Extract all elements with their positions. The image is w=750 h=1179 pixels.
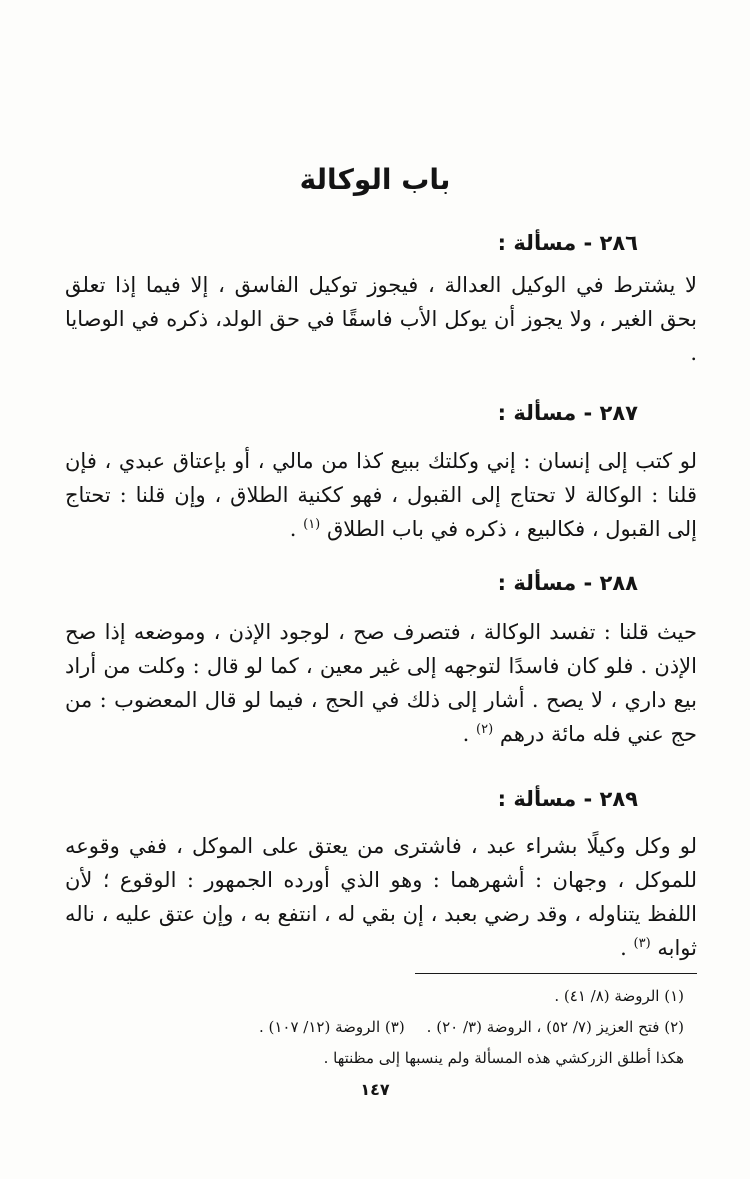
- issue-text: لو وكل وكيلًا بشراء عبد ، فاشترى من يعتق على الموكل ، ففي وقوعه للموكل ، وجهان : أشهرهما : وهو الذي أورده الجمهور : الوقوع ؛ لأن اللفظ يتناوله ، وقد رضي بعبد ، إن بقي له ، انتفع به ، وإن عتق عليه ، ناله ثوابه: [65, 834, 697, 960]
- issue-heading-289: ٢٨٩ - مسألة :: [497, 787, 638, 811]
- footnote-ref-2[interactable]: (٢): [476, 722, 494, 737]
- footnote-2: (٢) فتح العزيز (٧/ ٥٢) ، الروضة (٣/ ٢٠) .: [426, 1018, 684, 1036]
- footnote-1: (١) الروضة (٨/ ٤١) .: [554, 987, 684, 1005]
- footnote-ref-3[interactable]: (٣): [633, 936, 651, 951]
- issue-end: .: [289, 517, 304, 541]
- issue-text: لو كتب إلى إنسان : إني وكلتك ببيع كذا من مالي ، أو بإعتاق عبدي ، فإن قلنا : الوكالة لا تحتاج إلى القبول ، فهو ككنية الطلاق ، وإن قلنا : تحتاج إلى القبول ، فكالبيع ، ذكره في باب الطلاق: [65, 449, 697, 541]
- footnote-divider: [415, 973, 697, 974]
- issue-heading-286: ٢٨٦ - مسألة :: [497, 231, 638, 255]
- chapter-title: باب الوكالة: [299, 163, 451, 196]
- footnote-3: (٣) الروضة (١٢/ ١٠٧) .: [258, 1018, 405, 1036]
- issue-text: لا يشترط في الوكيل العدالة ، فيجوز توكيل الفاسق ، إلا فيما إذا تعلق بحق الغير ، ولا يجوز أن يوكل الأب فاسقًا في حق الولد، ذكره في الوصايا .: [65, 273, 697, 365]
- issue-paragraph-287: [65, 444, 697, 546]
- issue-end: .: [462, 722, 477, 746]
- issue-heading-288: ٢٨٨ - مسألة :: [497, 571, 638, 595]
- issue-paragraph-289: [65, 829, 697, 965]
- issue-paragraph-286: [65, 268, 697, 370]
- page-number: ١٤٧: [360, 1080, 390, 1099]
- footnote-2-3: [64, 1016, 684, 1038]
- issue-paragraph-288: [65, 615, 697, 751]
- issue-text: حيث قلنا : تفسد الوكالة ، فتصرف صح ، لوجود الإذن ، وموضعه إذا صح الإذن . فلو كان فاسدًا لتوجهه إلى غير معين ، كما لو قال : وكلت من أراد بيع داري ، لا يصح . أشار إلى ذلك في الحج ، فيما لو قال المعضوب : من حج عني فله مائة درهم: [65, 620, 697, 746]
- issue-heading-287: ٢٨٧ - مسألة :: [497, 401, 638, 425]
- footnote-note: هكذا أطلق الزركشي هذه المسألة ولم ينسبها إلى مظنتها .: [323, 1049, 684, 1067]
- footnote-ref-1[interactable]: (١): [303, 517, 321, 532]
- issue-end: .: [620, 936, 634, 960]
